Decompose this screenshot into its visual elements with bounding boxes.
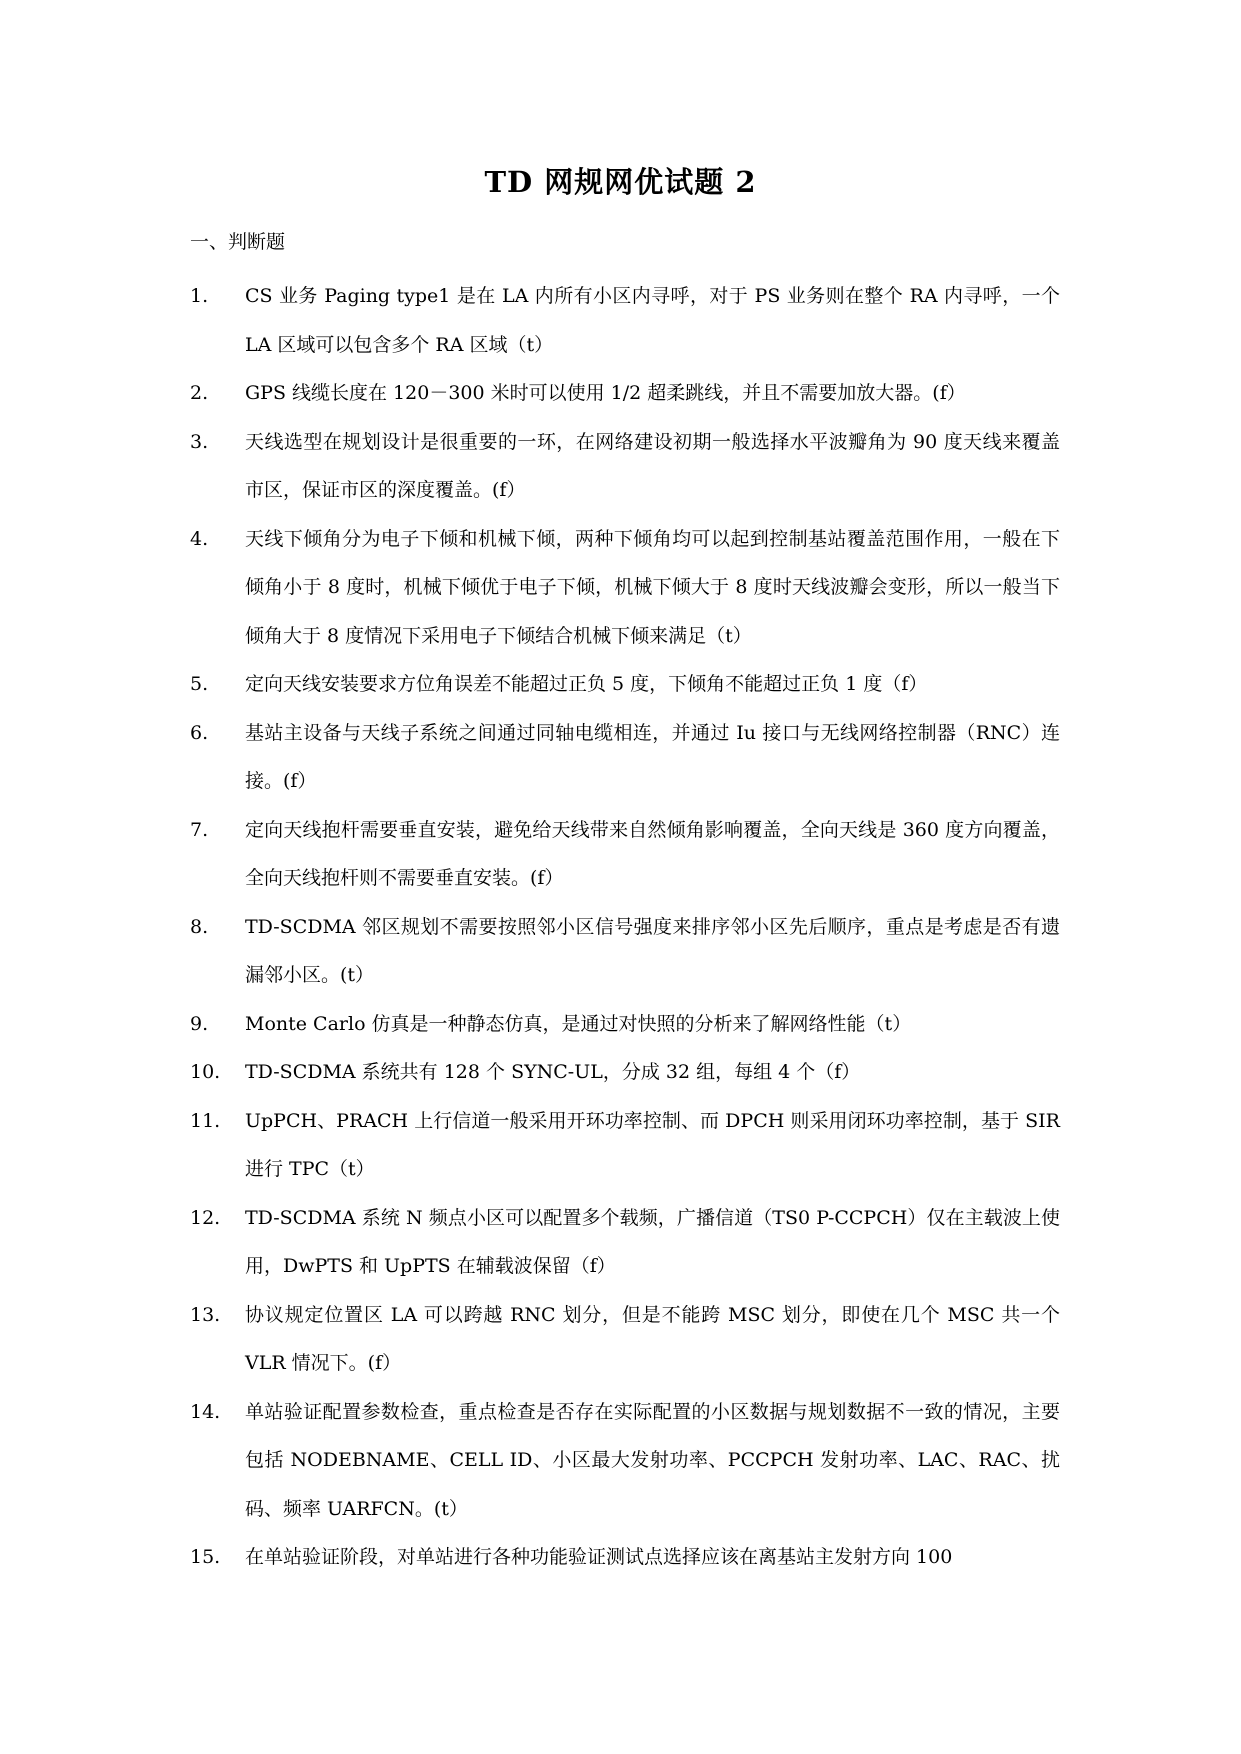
question-number: 15. bbox=[190, 1546, 221, 1568]
question-text: UpPCH、PRACH 上行信道一般采用开环功率控制、而 DPCH 则采用闭环功率控制，基于 SIR 进行 TPC（t） bbox=[245, 1109, 1060, 1180]
question-text: 天线选型在规划设计是很重要的一环，在网络建设初期一般选择水平波瓣角为 90 度天线来覆盖市区，保证市区的深度覆盖。(f） bbox=[245, 430, 1060, 501]
question-number: 8. bbox=[190, 915, 209, 938]
question-text: CS 业务 Paging type1 是在 LA 内所有小区内寻呼，对于 PS 业务则在整个 RA 内寻呼，一个 LA 区域可以包含多个 RA 区域（t） bbox=[245, 285, 1060, 356]
section-heading: 一、判断题 bbox=[190, 231, 286, 253]
question-number: 12. bbox=[190, 1206, 221, 1229]
question-item bbox=[190, 1097, 1060, 1194]
question-item bbox=[190, 369, 1060, 418]
question-text: TD-SCDMA 系统共有 128 个 SYNC-UL，分成 32 组，每组 4 个（f） bbox=[245, 1061, 861, 1083]
question-item bbox=[190, 1388, 1060, 1534]
question-text: 在单站验证阶段，对单站进行各种功能验证测试点选择应该在离基站主发射方向 100 bbox=[245, 1546, 953, 1568]
question-number: 6. bbox=[190, 721, 209, 744]
question-text: 协议规定位置区 LA 可以跨越 RNC 划分，但是不能跨 MSC 划分，即使在几个 MSC 共一个 VLR 情况下。(f） bbox=[245, 1303, 1060, 1374]
question-number: 7. bbox=[190, 818, 209, 841]
question-item bbox=[190, 1533, 1060, 1582]
question-number: 13. bbox=[190, 1303, 221, 1326]
question-list bbox=[190, 272, 1060, 1582]
question-item bbox=[190, 660, 1060, 709]
question-text: Monte Carlo 仿真是一种静态仿真，是通过对快照的分析来了解网络性能（t） bbox=[245, 1012, 912, 1035]
question-item bbox=[190, 903, 1060, 1000]
question-item bbox=[190, 515, 1060, 661]
question-item bbox=[190, 272, 1060, 369]
question-item bbox=[190, 1291, 1060, 1388]
question-text: GPS 线缆长度在 120－300 米时可以使用 1/2 超柔跳线，并且不需要加放大器。(f） bbox=[245, 382, 966, 404]
question-item bbox=[190, 1000, 1060, 1049]
question-number: 4. bbox=[190, 527, 209, 550]
question-item bbox=[190, 709, 1060, 806]
question-text: 定向天线安装要求方位角误差不能超过正负 5 度，下倾角不能超过正负 1 度（f） bbox=[245, 673, 928, 695]
question-number: 9. bbox=[190, 1012, 209, 1035]
question-item bbox=[190, 418, 1060, 515]
question-text: TD-SCDMA 系统 N 频点小区可以配置多个载频，广播信道（TS0 P-CCPCH）仅在主载波上使用，DwPTS 和 UpPTS 在辅载波保留（f） bbox=[245, 1206, 1060, 1277]
question-text: 天线下倾角分为电子下倾和机械下倾，两种下倾角均可以起到控制基站覆盖范围作用，一般在下倾角小于 8 度时，机械下倾优于电子下倾，机械下倾大于 8 度时天线波瓣会变形，所以一般当下倾角大于 8 度情况下采用电子下倾结合机械下倾来满足（t） bbox=[245, 527, 1060, 647]
question-text: 基站主设备与天线子系统之间通过同轴电缆相连，并通过 Iu 接口与无线网络控制器（RNC）连接。(f） bbox=[245, 721, 1060, 792]
question-number: 14. bbox=[190, 1400, 221, 1423]
question-item bbox=[190, 806, 1060, 903]
question-text: 单站验证配置参数检查，重点检查是否存在实际配置的小区数据与规划数据不一致的情况，主要包括 NODEBNAME、CELL ID、小区最大发射功率、PCCPCH 发射功率、LAC、RAC、扰码、频率 UARFCN。(t） bbox=[245, 1400, 1060, 1520]
question-number: 10. bbox=[190, 1061, 221, 1083]
question-number: 2. bbox=[190, 382, 209, 404]
question-number: 5. bbox=[190, 673, 209, 695]
page-title: TD 网规网优试题 2 bbox=[484, 165, 757, 199]
question-text: 定向天线抱杆需要垂直安装，避免给天线带来自然倾角影响覆盖，全向天线是 360 度方向覆盖，全向天线抱杆则不需要垂直安装。(f） bbox=[245, 818, 1060, 889]
question-number: 1. bbox=[190, 285, 209, 307]
question-number: 3. bbox=[190, 430, 209, 453]
question-text: TD-SCDMA 邻区规划不需要按照邻小区信号强度来排序邻小区先后顺序，重点是考虑是否有遗漏邻小区。(t） bbox=[245, 915, 1060, 986]
question-item bbox=[190, 1194, 1060, 1291]
question-number: 11. bbox=[190, 1109, 221, 1132]
question-item bbox=[190, 1048, 1060, 1097]
